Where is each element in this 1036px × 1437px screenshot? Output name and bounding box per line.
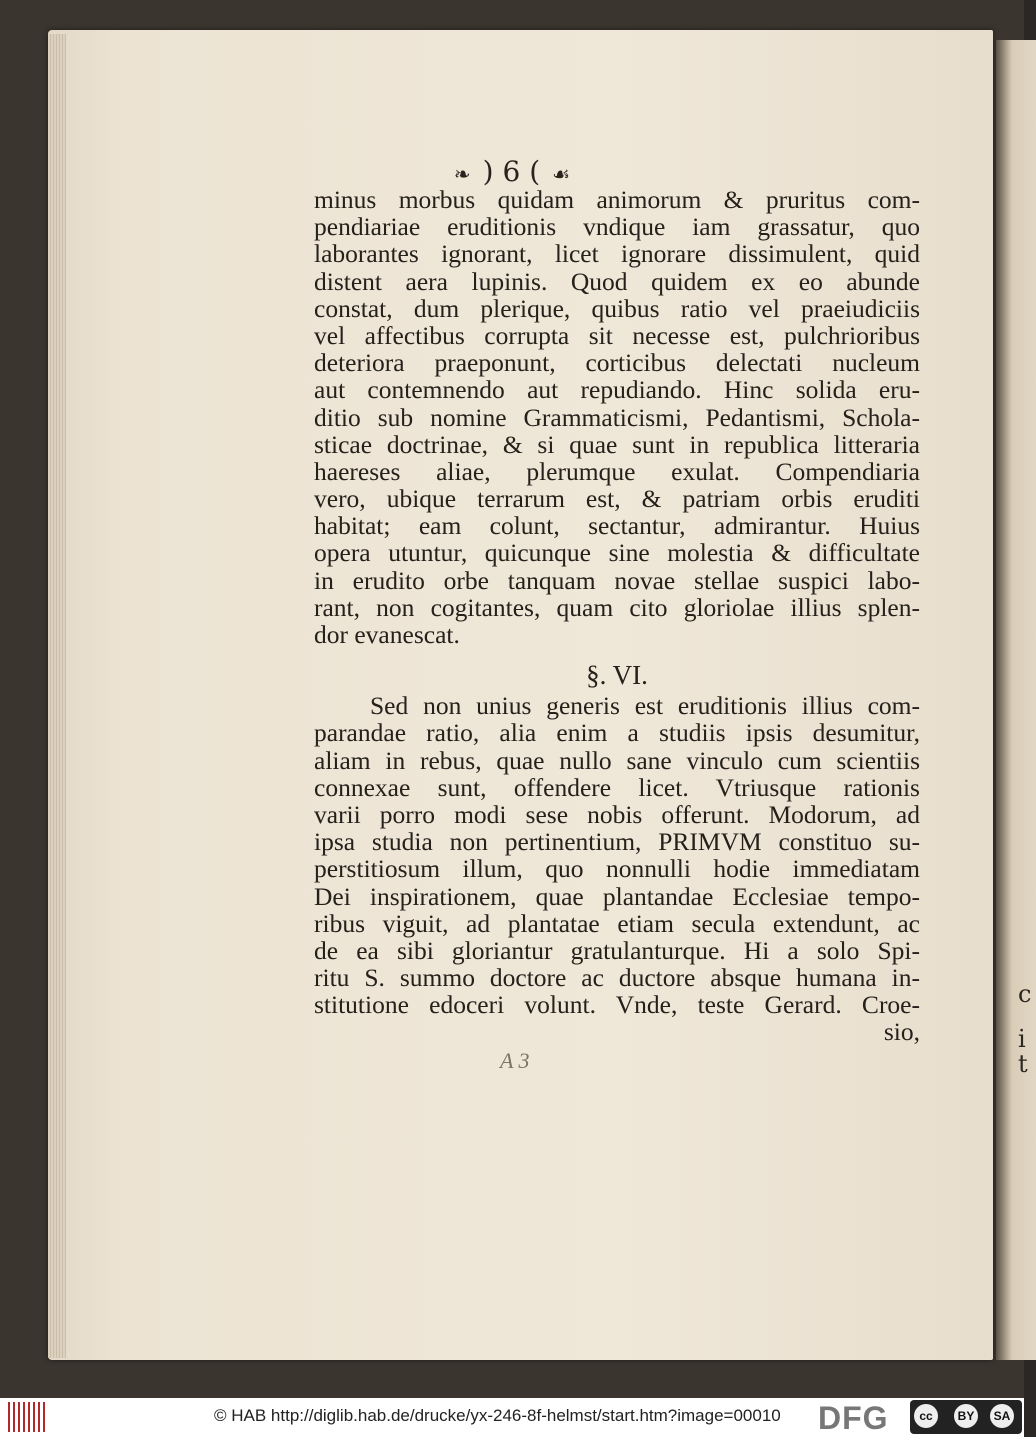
text-line: ipsa studia non pertinentium, PRIMVM constituo su- bbox=[314, 827, 920, 857]
text-line: sticae doctrinae, & si quae sunt in republica litteraria bbox=[314, 429, 920, 459]
left-ornament-icon: ❧ bbox=[453, 162, 471, 186]
text-line: constat, dum plerique, quibus ratio vel praeiudiciis bbox=[314, 293, 920, 323]
text-line: pendiariae eruditionis vndique iam grassatur, quo bbox=[314, 212, 920, 242]
hab-logo-icon[interactable] bbox=[8, 1402, 48, 1432]
text-line: distent aera lupinis. Quod quidem ex eo abunde bbox=[314, 266, 920, 296]
text-line: laborantes ignorant, licet ignorare dissimulent, quid bbox=[314, 239, 920, 269]
adjacent-letter: i bbox=[1018, 1025, 1026, 1053]
text-line: de ea sibi gloriantur gratulanturque. Hi a solo Spi- bbox=[314, 935, 920, 965]
adjacent-letter: c bbox=[1018, 980, 1032, 1008]
cc-icon: cc bbox=[914, 1404, 938, 1428]
sa-icon: SA bbox=[990, 1404, 1014, 1428]
adjacent-letter: t bbox=[1018, 1050, 1028, 1078]
adjacent-page-edge bbox=[996, 40, 1036, 1360]
catchword-line: sio, bbox=[883, 1017, 920, 1047]
text-line: habitat; eam colunt, sectantur, admirantur. Huius bbox=[314, 511, 920, 541]
text-line: deteriora praeponunt, corticibus delectati nucleum bbox=[314, 348, 920, 378]
page-edges bbox=[48, 34, 66, 1358]
text-line: Sed non unius generis est eruditionis illius com- bbox=[370, 691, 920, 721]
right-ornament-icon: ☙ bbox=[552, 162, 571, 186]
text-line: varii porro modi sese nobis offerunt. Modorum, ad bbox=[314, 799, 920, 829]
by-icon: BY bbox=[954, 1404, 978, 1428]
text-line: opera utuntur, quicunque sine molestia & difficultate bbox=[314, 538, 920, 568]
text-line: ribus viguit, ad plantatae etiam secula extendunt, ac bbox=[314, 908, 920, 938]
text-line: haereses aliae, plerumque exulat. Compendiaria bbox=[314, 456, 920, 486]
source-url[interactable]: © HAB http://diglib.hab.de/drucke/yx-246-8f-helmst/start.htm?image=00010 bbox=[214, 1406, 781, 1425]
text-line: connexae sunt, offendere licet. Vtriusque rationis bbox=[314, 772, 920, 802]
text-line: aliam in rebus, quae nullo sane vinculo cum scientiis bbox=[314, 745, 920, 775]
text-line: vero, ubique terrarum est, & patriam orbis eruditi bbox=[314, 484, 920, 514]
viewer-footer bbox=[0, 1398, 1024, 1437]
text-line: perstitiosum illum, quo nonnulli hodie immediatam bbox=[314, 854, 920, 884]
text-line: stitutione edoceri volunt. Vnde, teste Gerard. Croe- bbox=[314, 990, 920, 1020]
page-header bbox=[0, 155, 1024, 188]
signature-mark: A 3 bbox=[500, 1048, 530, 1073]
text-line: minus morbus quidam animorum & pruritus com- bbox=[314, 185, 920, 214]
text-line: dor evanescat. bbox=[314, 620, 460, 649]
text-line: ditio sub nomine Grammaticismi, Pedantismi, Schola- bbox=[314, 402, 920, 432]
dfg-logo[interactable]: DFG bbox=[818, 1400, 889, 1436]
text-line: in erudito orbe tanquam novae stellae suspici labo- bbox=[314, 565, 920, 595]
cc-license-badge[interactable] bbox=[910, 1400, 1022, 1434]
page-number: ) 6 ( bbox=[482, 155, 541, 188]
section-heading: §. VI. bbox=[586, 660, 648, 691]
text-line: aut contemnendo aut repudiando. Hinc solida eru- bbox=[314, 375, 920, 405]
text-line: rant, non cogitantes, quam cito gloriolae illius splen- bbox=[314, 592, 920, 622]
text-line: Dei inspirationem, quae plantandae Ecclesiae tempo- bbox=[314, 881, 920, 911]
text-line: parandae ratio, alia enim a studiis ipsis desumitur, bbox=[314, 718, 920, 748]
text-line: vel affectibus corrupta sit necesse est, pulchrioribus bbox=[314, 320, 920, 350]
text-line: ritu S. summo doctore ac ductore absque humana in- bbox=[314, 963, 920, 993]
body-text bbox=[314, 186, 920, 1046]
